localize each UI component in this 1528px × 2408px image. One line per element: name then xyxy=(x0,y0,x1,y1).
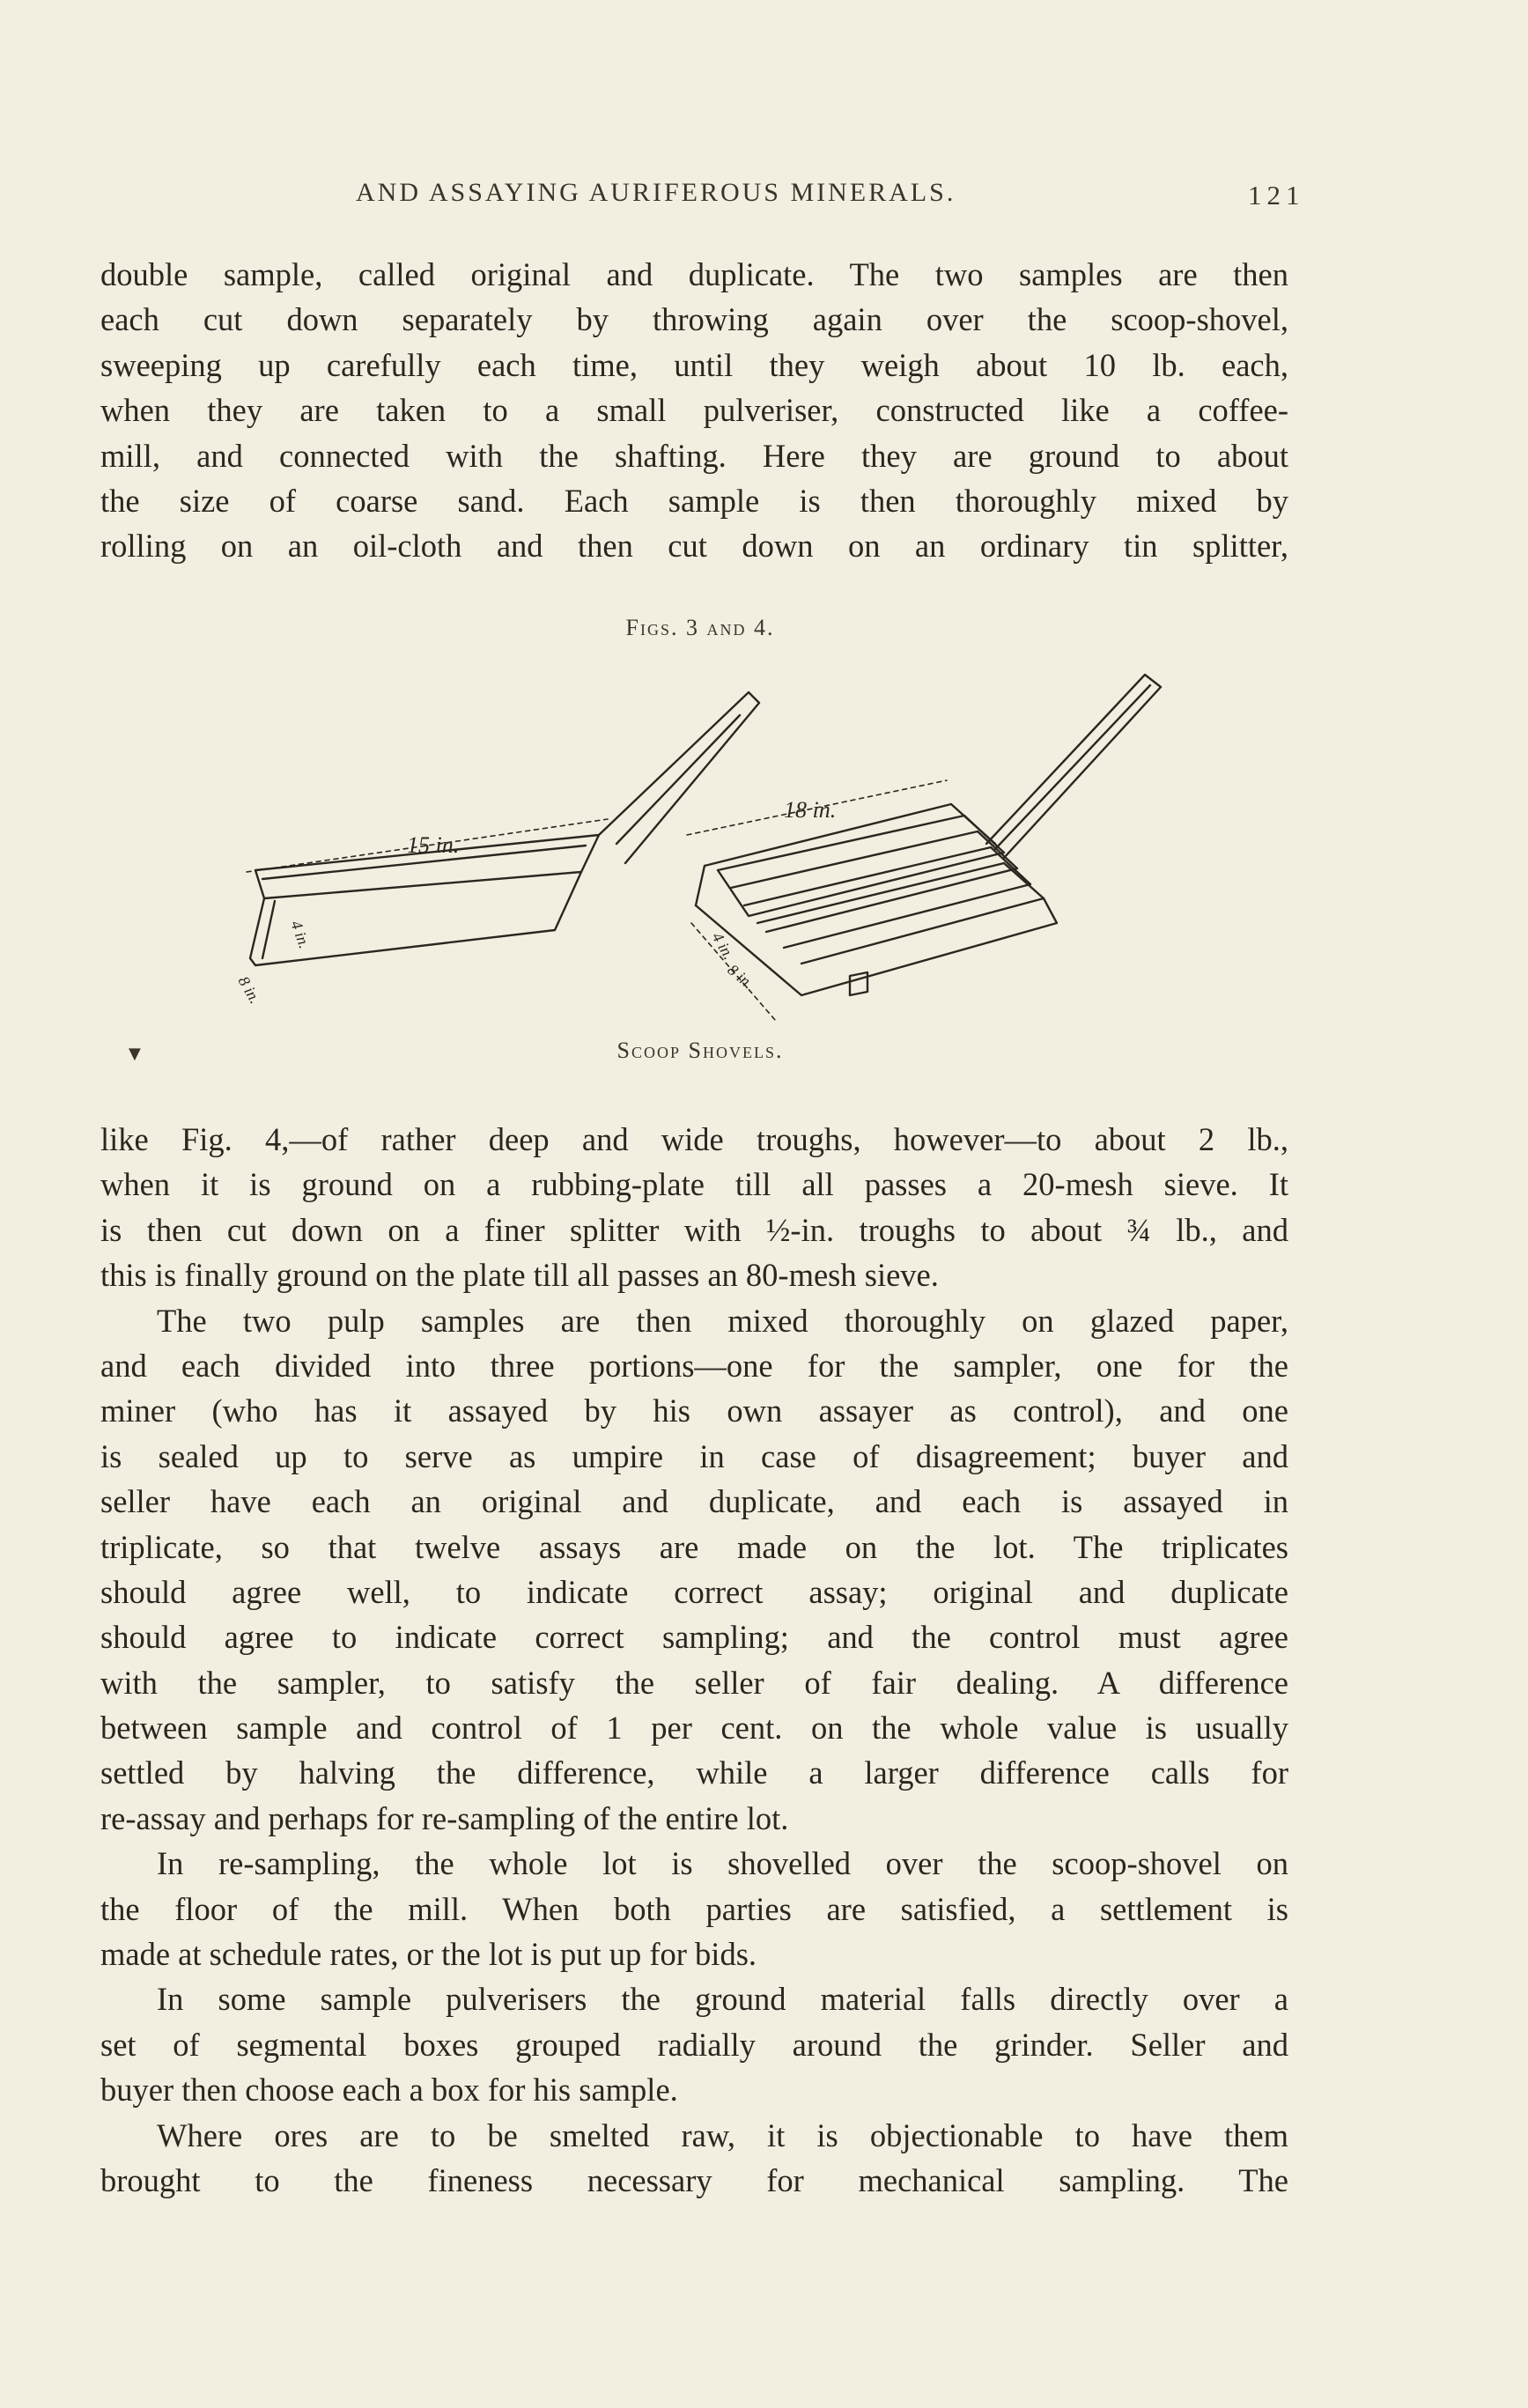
top-paragraph xyxy=(100,252,1288,569)
shovel-b-length-label: 18 in. xyxy=(784,797,837,823)
text-line: seller have each an original and duplicate, and each is assayed in xyxy=(100,1483,1288,1520)
text-line: rolling on an oil-cloth and then cut down on an ordinary tin splitter, xyxy=(100,528,1288,565)
figure-title-caption: Scoop Shovels. xyxy=(616,1038,784,1063)
text-line: settled by halving the difference, while a larger difference calls for xyxy=(100,1754,1288,1791)
text-line: like Fig. 4,—of rather deep and wide troughs, however—to about 2 lb., xyxy=(100,1121,1288,1157)
running-head: AND ASSAYING AURIFEROUS MINERALS. xyxy=(356,178,956,207)
text-line: The two pulp samples are then mixed thoroughly on glazed paper, xyxy=(157,1302,1288,1339)
text-line: when they are taken to a small pulveriser, constructed like a coffee- xyxy=(100,392,1288,429)
shovel-b-side-label: 8 in. xyxy=(724,960,757,993)
text-line: miner (who has it assayed by his own assayer as control), and one xyxy=(100,1392,1288,1429)
shovel-a-inner-wall xyxy=(262,901,275,958)
scoop-shovel-figure xyxy=(211,668,1189,1038)
text-line: made at schedule rates, or the lot is put up for bids. xyxy=(100,1936,757,1973)
text-line: when it is ground on a rubbing-plate till all passes a 20-mesh sieve. It xyxy=(100,1166,1288,1203)
text-line: buyer then choose each a box for his sample. xyxy=(100,2072,678,2109)
shovel-b-drawing xyxy=(696,675,1161,995)
text-line: each cut down separately by throwing again over the scoop-shovel, xyxy=(100,301,1288,338)
text-line: should agree to indicate correct sampling; and the control must agree xyxy=(100,1619,1288,1656)
shovel-a-depth-label: 4 in. xyxy=(287,918,314,951)
figure-caption-bottom xyxy=(0,1038,1400,1064)
figure-number-caption: Figs. 3 and 4. xyxy=(625,615,775,640)
shovel-a-side-label: 8 in. xyxy=(234,973,264,1007)
text-line: with the sampler, to satisfy the seller of fair dealing. A difference xyxy=(100,1664,1288,1701)
text-line: set of segmental boxes grouped radially around the grinder. Seller and xyxy=(100,2026,1288,2063)
shovel-b-front-box xyxy=(850,972,867,995)
body-text xyxy=(100,1117,1288,2203)
printer-mark: ▼ xyxy=(129,1045,141,1063)
text-line: In some sample pulverisers the ground material falls directly over a xyxy=(157,1981,1288,2018)
page-number: 121 xyxy=(1248,180,1305,211)
text-line: brought to the fineness necessary for mechanical sampling. The xyxy=(100,2161,1288,2198)
text-line: is then cut down on a finer splitter with ½-in. troughs to about ¾ lb., and xyxy=(100,1211,1288,1248)
shovel-a-length-label: 15 in. xyxy=(407,832,460,858)
text-line: double sample, called original and duplicate. The two samples are then xyxy=(100,256,1288,292)
text-line: triplicate, so that twelve assays are made on the lot. The triplicates xyxy=(100,1528,1288,1565)
shovel-b-depth-label: 4 in. xyxy=(708,929,738,963)
text-line: In re-sampling, the whole lot is shovelled over the scoop-shovel on xyxy=(157,1845,1288,1882)
text-line: mill, and connected with the shafting. Here they are ground to about xyxy=(100,437,1288,474)
shovel-a-handle-line xyxy=(616,715,740,844)
text-line: this is finally ground on the plate till all passes an 80-mesh sieve. xyxy=(100,1257,939,1294)
shovel-b-handle-line xyxy=(995,685,1150,849)
text-line: and each divided into three portions—one for the sampler, one for the xyxy=(100,1347,1288,1384)
text-line: sweeping up carefully each time, until they weigh about 10 lb. each, xyxy=(100,346,1288,383)
text-line: re-assay and perhaps for re-sampling of the entire lot. xyxy=(100,1799,789,1836)
figure-caption-top xyxy=(0,615,1400,641)
shovel-a-drawing xyxy=(250,692,759,965)
text-line: the floor of the mill. When both parties are satisfied, a settlement is xyxy=(100,1890,1288,1927)
text-line: the size of coarse sand. Each sample is then thoroughly mixed by xyxy=(100,482,1288,519)
text-line: should agree well, to indicate correct assay; original and duplicate xyxy=(100,1573,1288,1610)
text-line: between sample and control of 1 per cent. on the whole value is usually xyxy=(100,1710,1288,1747)
text-line: Where ores are to be smelted raw, it is objectionable to have them xyxy=(157,2116,1288,2153)
shovel-b-trough-3 xyxy=(744,847,1030,948)
shovel-b-rim-2 xyxy=(696,866,705,905)
text-line: is sealed up to serve as umpire in case of disagreement; buyer and xyxy=(100,1437,1288,1474)
